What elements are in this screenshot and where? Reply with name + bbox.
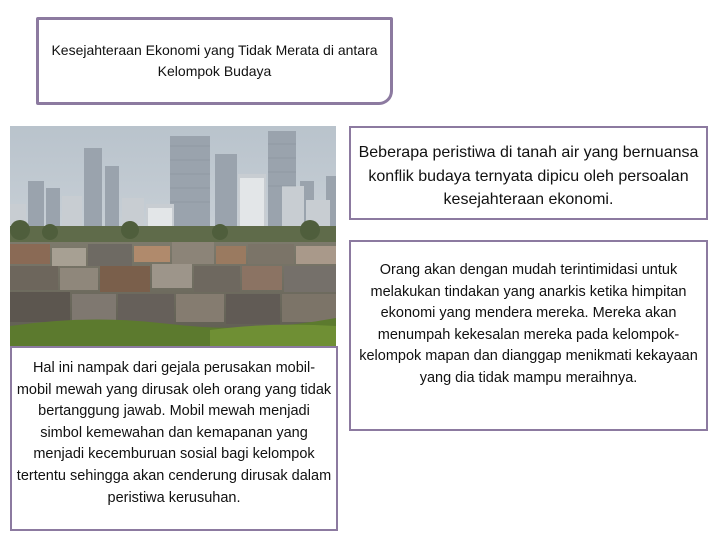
caption-box-left	[10, 346, 338, 531]
city-slum-photo	[10, 126, 336, 346]
caption-top-right-text: Beberapa peristiwa di tanah air yang bernuansa konflik budaya ternyata dipicu oleh persoalan kesejahteraan ekonomi.	[358, 144, 699, 208]
caption-left-text: Hal ini nampak dari gejala perusakan mobil-mobil mewah yang dirusak oleh orang yang tidak bertanggung jawab. Mobil mewah menjadi simbol kemewahan dan kemapanan yang menjadi kecemburuan sosial bagi kelompok tertentu sehingga akan cenderung dirusak dalam peristiwa kerusuhan.	[16, 360, 332, 506]
caption-box-top-right	[349, 126, 708, 220]
caption-box-right	[349, 240, 708, 431]
caption-right-text: Orang akan dengan mudah terintimidasi untuk melakukan tindakan yang anarkis ketika himpitan ekonomi yang mendera mereka. Mereka akan menumpah kekesalan mereka pada kelompok-kelompok mapan dan dianggap menikmati kekayaan yang dia tidak mampu meraihnya.	[359, 262, 698, 386]
slide-title: Kesejahteraan Ekonomi yang Tidak Merata di antara Kelompok Budaya	[51, 42, 378, 79]
title-box	[36, 17, 393, 105]
